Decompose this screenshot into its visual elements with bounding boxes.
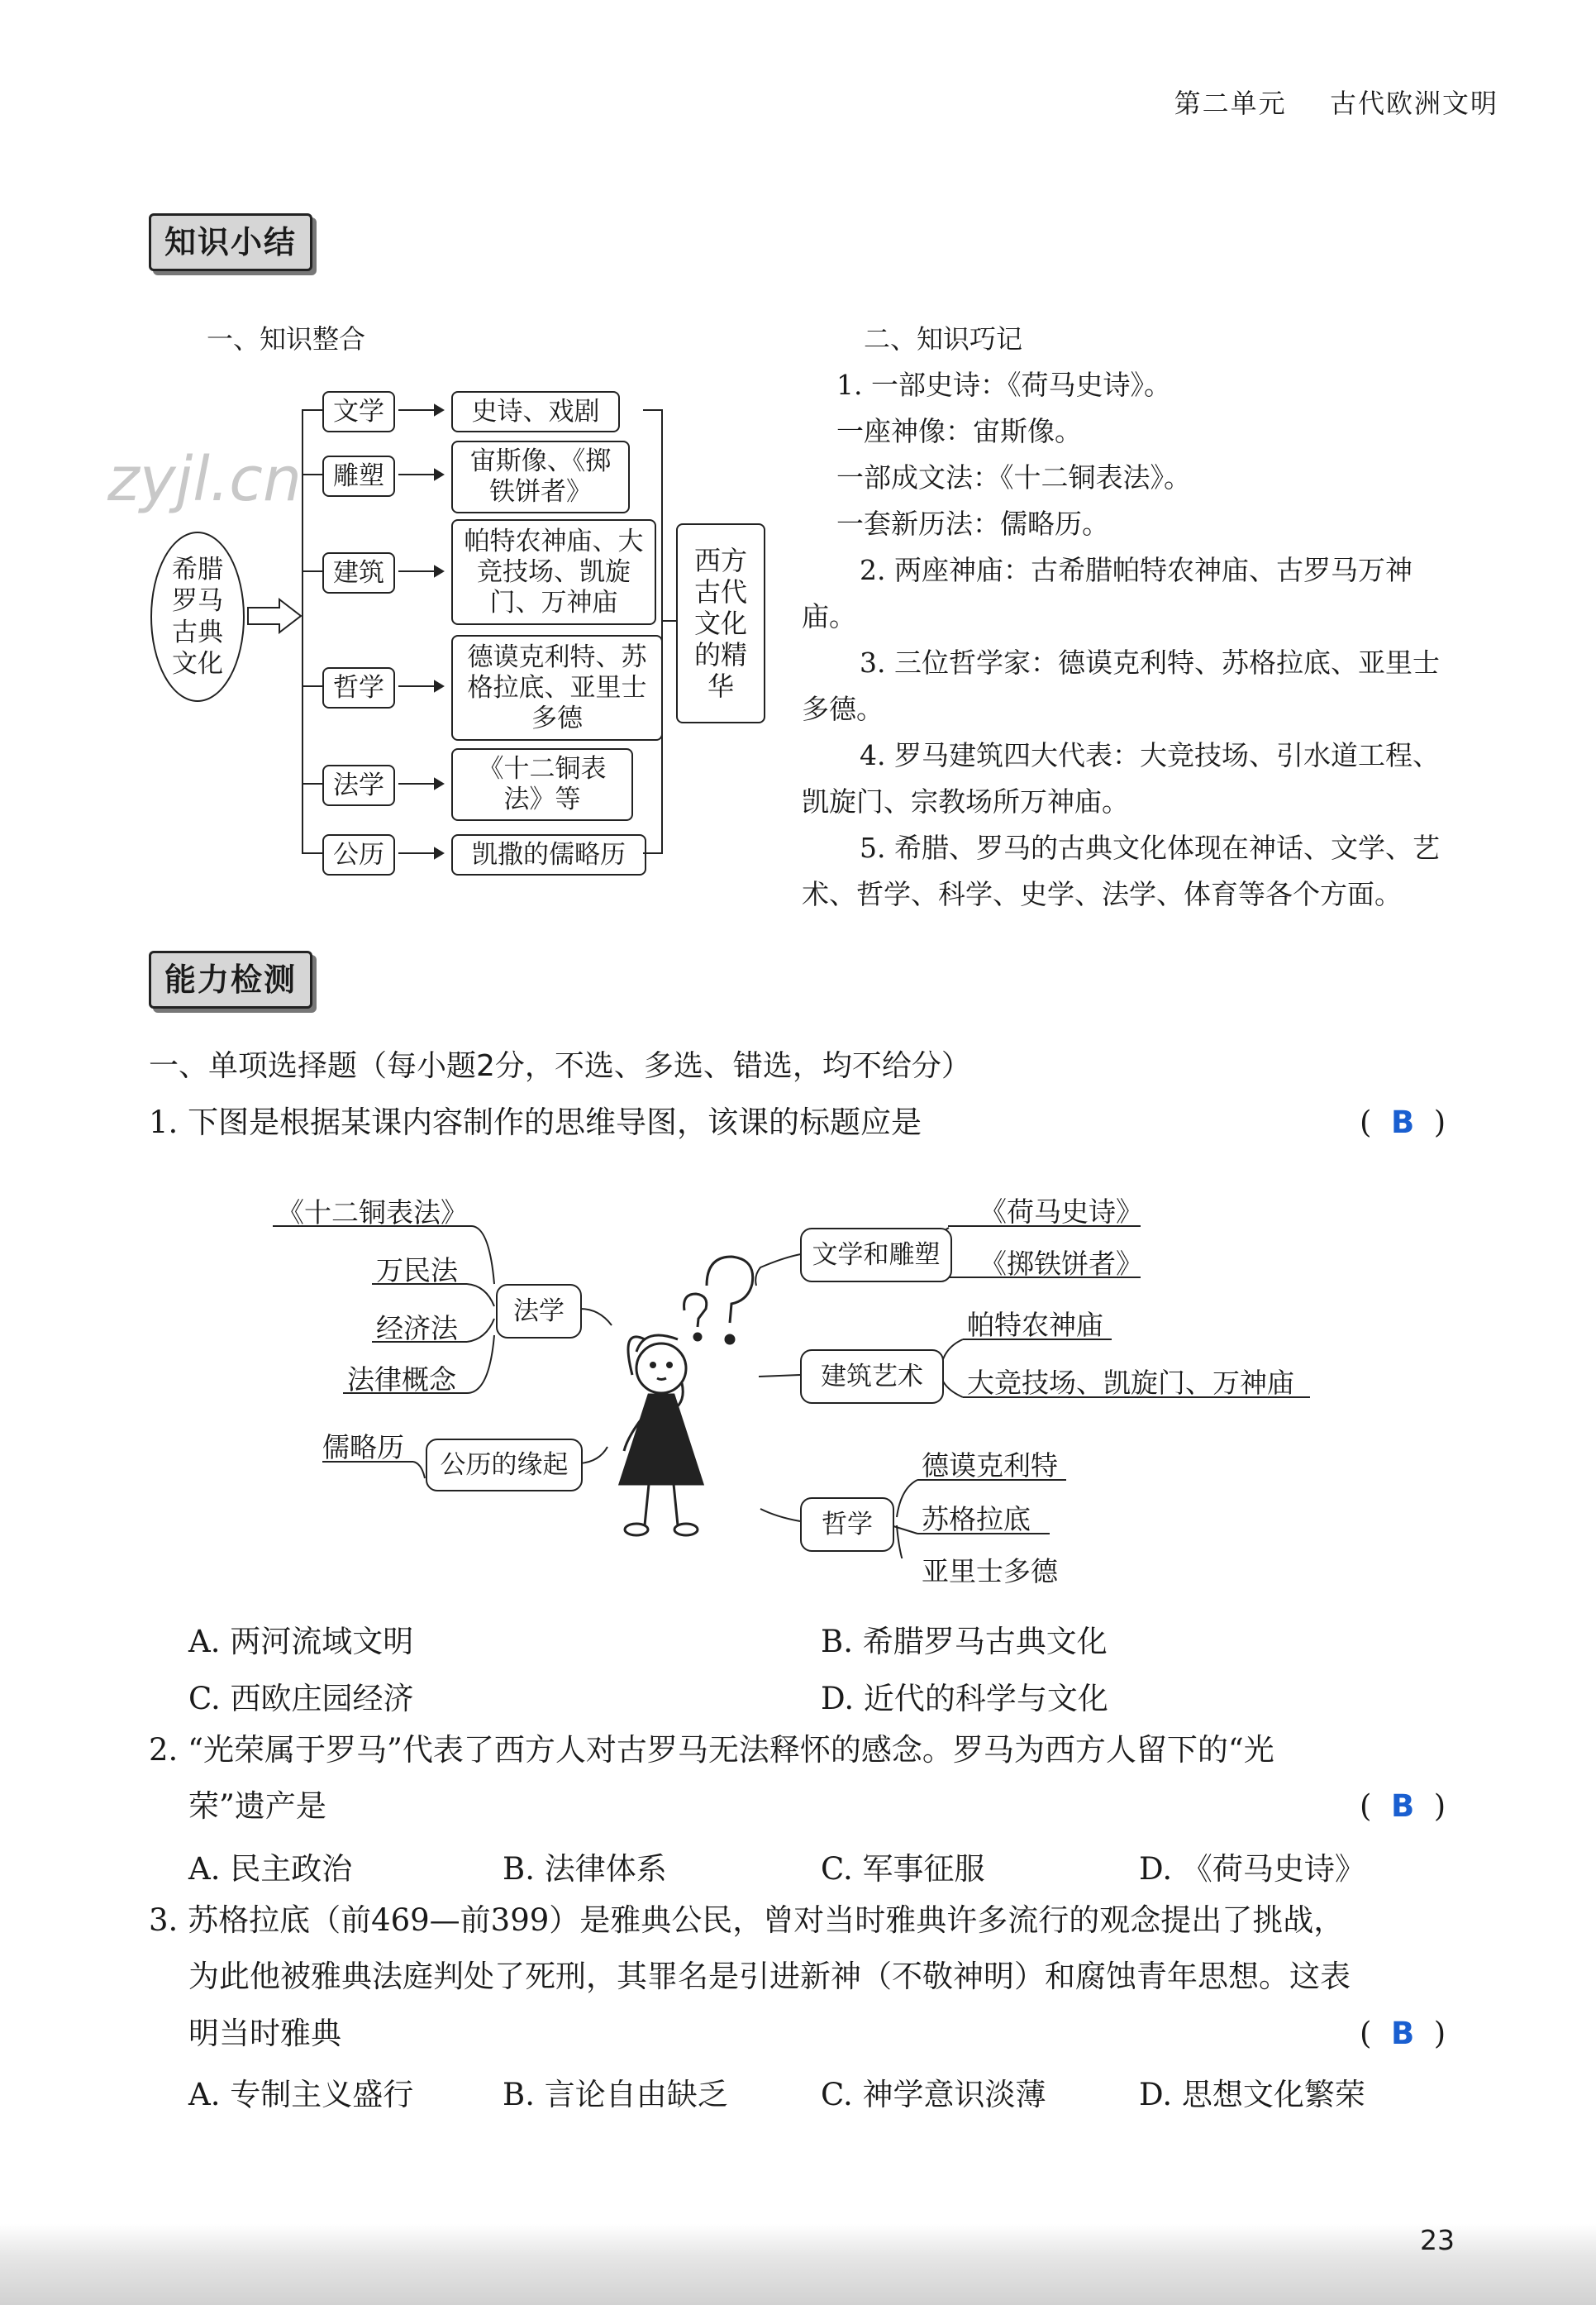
branch-content-literature: 史诗、戏剧	[451, 391, 620, 432]
question-3-answer: ( B )	[1360, 2016, 1446, 2051]
question-1-option-b[interactable]: B. 希腊罗马古典文化	[821, 1624, 1108, 1659]
question-1-answer: ( B )	[1360, 1105, 1446, 1140]
memory-list	[802, 362, 1463, 918]
question-1-mindmap	[273, 1162, 1347, 1587]
unit-label: 第二单元	[1174, 88, 1287, 119]
question-2-option-b[interactable]: B. 法律体系	[503, 1851, 667, 1887]
question-1-option-d[interactable]: D. 近代的科学与文化	[821, 1681, 1108, 1716]
branch-content-sculpture: 宙斯像、《掷铁饼者》	[451, 441, 630, 513]
knowledge-diagram	[107, 376, 760, 889]
branch-content-philosophy: 德谟克利特、苏格拉底、亚里士多德	[451, 635, 663, 741]
memory-item: 一座神像：宙斯像。	[836, 415, 1082, 447]
question-1-option-a[interactable]: A. 两河流域文明	[188, 1624, 414, 1659]
question-2-option-d[interactable]: D. 《荷马史诗》	[1139, 1851, 1365, 1887]
page-header	[1174, 83, 1498, 121]
mindmap-literature-item: 《掷铁饼者》	[979, 1248, 1143, 1280]
question-2-answer: ( B )	[1360, 1788, 1446, 1824]
question-3-stem-line2: 为此他被雅典法庭判处了死刑，其罪名是引进新神（不敬神明）和腐蚀青年思想。这表	[188, 1959, 1351, 1994]
memory-item: 4. 罗马建筑四大代表：大竞技场、引水道工程、凯旋门、宗教场所万神庙。	[802, 739, 1440, 818]
integration-heading: 一、知识整合	[207, 323, 366, 355]
memory-item: 一部成文法：《十二铜表法》。	[836, 461, 1191, 494]
mindmap-architecture-node: 建筑艺术	[800, 1349, 944, 1404]
question-2-option-c[interactable]: C. 军事征服	[821, 1851, 985, 1887]
branch-label-architecture: 建筑	[322, 552, 395, 594]
mindmap-law-node: 法学	[496, 1284, 582, 1339]
question-3-option-b[interactable]: B. 言论自由缺乏	[503, 2077, 728, 2112]
mindmap-law-item: 《十二铜表法》	[277, 1196, 468, 1229]
branch-content-law: 《十二铜表法》等	[451, 748, 633, 821]
watermark: zyjl.cn	[107, 444, 302, 515]
section-title-test: 能力检测	[149, 951, 312, 1009]
mindmap-architecture-item: 帕特农神庙	[967, 1309, 1103, 1341]
memory-heading: 二、知识巧记	[864, 323, 1023, 355]
branch-label-law: 法学	[322, 765, 395, 806]
mindmap-literature-item: 《荷马史诗》	[979, 1195, 1143, 1228]
memory-item: 1. 一部史诗：《荷马史诗》。	[836, 369, 1171, 401]
mindmap-law-item: 万民法	[376, 1254, 458, 1286]
branch-content-architecture: 帕特农神庙、大竞技场、凯旋门、万神庙	[451, 519, 656, 625]
root-label: 希腊罗马古典文化	[172, 555, 223, 679]
section-title-summary: 知识小结	[149, 213, 312, 271]
arrow-icons	[395, 376, 446, 872]
page-number: 23	[1420, 2224, 1455, 2256]
memory-item: 一套新历法：儒略历。	[836, 508, 1109, 540]
mindmap-philosophy-item: 德谟克利特	[922, 1449, 1058, 1482]
mindmap-law-item: 经济法	[376, 1312, 458, 1344]
question-3-stem-line3: 明当时雅典	[188, 2016, 341, 2051]
mindmap-philosophy-item: 苏格拉底	[922, 1503, 1031, 1535]
question-3-option-c[interactable]: C. 神学意识淡薄	[821, 2077, 1046, 2112]
memory-item: 2. 两座神庙：古希腊帕特农神庙、古罗马万神庙。	[802, 554, 1413, 632]
question-2-stem-line1: 2. “光荣属于罗马”代表了西方人对古罗马无法释怀的感念。罗马为西方人留下的“光	[149, 1732, 1274, 1768]
branch-label-sculpture: 雕塑	[322, 456, 395, 497]
branch-label-literature: 文学	[322, 391, 395, 432]
mindmap-literature-node: 文学和雕塑	[800, 1228, 952, 1282]
double-arrow-icon	[246, 598, 304, 634]
branch-content-calendar: 凯撒的儒略历	[451, 834, 646, 876]
question-1-stem: 1. 下图是根据某课内容制作的思维导图，该课的标题应是	[149, 1105, 922, 1140]
footer-band	[0, 2224, 1596, 2305]
conclusion-box: 西方古代文化的精华	[676, 523, 765, 723]
answer-value: B	[1390, 1788, 1415, 1824]
question-1-option-c[interactable]: C. 西欧庄园经济	[188, 1681, 414, 1716]
question-3-stem-line1: 3. 苏格拉底（前469—前399）是雅典公民，曾对当时雅典许多流行的观念提出了挑战，	[149, 1902, 1345, 1938]
mindmap-law-item: 法律概念	[347, 1363, 456, 1396]
mindmap-philosophy-item: 亚里士多德	[922, 1555, 1058, 1587]
memory-item: 5. 希腊、罗马的古典文化体现在神话、文学、艺术、哲学、科学、史学、法学、体育等各个方面。	[802, 832, 1440, 910]
unit-title: 古代欧洲文明	[1329, 88, 1498, 119]
memory-item: 3. 三位哲学家：德谟克利特、苏格拉底、亚里士多德。	[802, 647, 1440, 725]
mindmap-calendar-item: 儒略历	[322, 1431, 404, 1463]
question-section-heading: 一、单项选择题（每小题2分，不选、多选、错选，均不给分）	[149, 1049, 971, 1083]
branch-label-philosophy: 哲学	[322, 667, 395, 709]
question-3-option-a[interactable]: A. 专制主义盛行	[188, 2077, 414, 2112]
question-3-option-d[interactable]: D. 思想文化繁荣	[1139, 2077, 1365, 2112]
branch-label-calendar: 公历	[322, 834, 395, 876]
question-2-stem-line2: 荣”遗产是	[188, 1788, 326, 1824]
root-oval	[150, 532, 245, 702]
mindmap-philosophy-node: 哲学	[800, 1497, 894, 1552]
answer-value: B	[1390, 2016, 1415, 2051]
answer-value: B	[1390, 1105, 1415, 1140]
mindmap-architecture-item: 大竞技场、凯旋门、万神庙	[967, 1367, 1294, 1399]
mindmap-calendar-node: 公历的缘起	[426, 1439, 583, 1491]
question-2-option-a[interactable]: A. 民主政治	[188, 1851, 353, 1887]
